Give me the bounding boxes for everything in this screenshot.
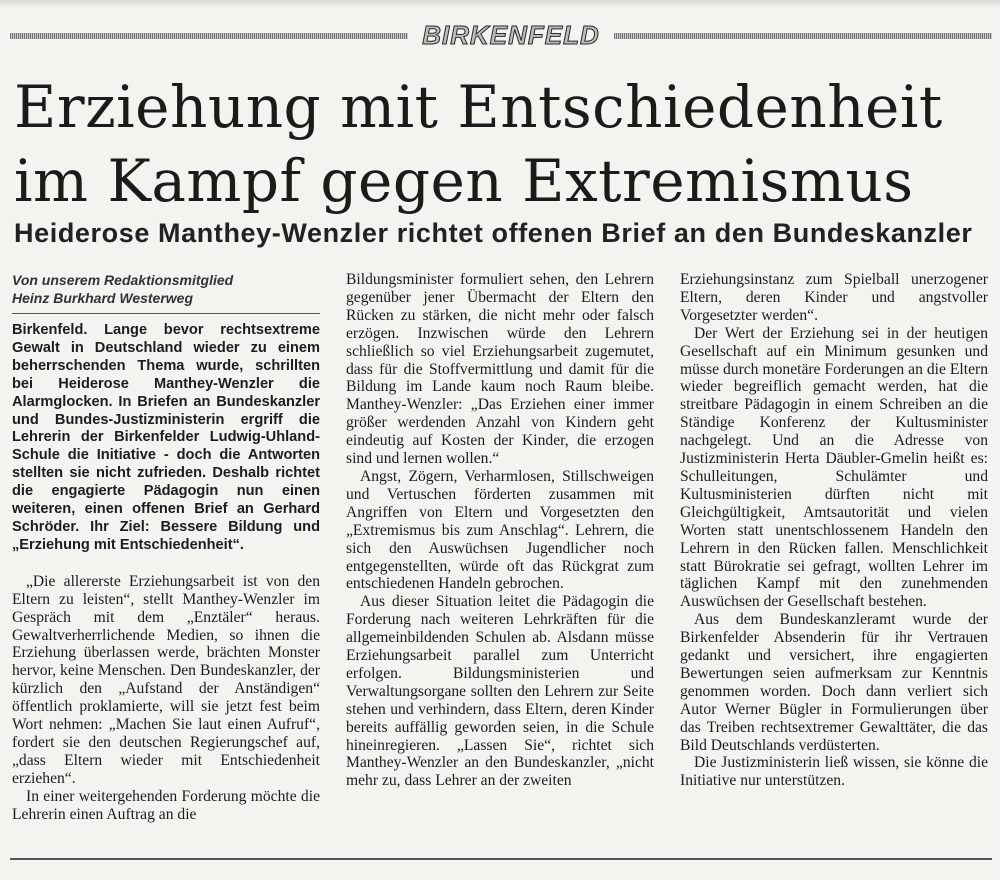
section-label: BIRKENFELD [408, 20, 614, 50]
body-paragraph: Die Justizministerin ließ wissen, sie könne die Initiative nur unterstützen. [680, 754, 988, 790]
body-paragraph: Angst, Zögern, Verharmlosen, Stillschweigen und Vertuschen förderten zusammen mit Angriffen von Eltern und Vorgesetzten den „Extremismus bis zum Anschlag“. Lehrern, die sich den Auswüchsen Jugendlicher noch entgegenstellten, würde oft das Rückgrat zum entschiedenen Handeln gebrochen. [346, 467, 654, 593]
body-paragraph: Der Wert der Erziehung sei in der heutigen Gesellschaft auf ein Minimum gesunken und müsse durch monetäre Forderungen an die Eltern wieder begreiflich gemacht werden, hat die streitbare Pädagogin in einem Schreiben an die Ständige Konferenz der Kultusminister nachgelegt. Und an die Adresse von Justizministerin Herta Däubler-Gmelin heißt es: Schulleitungen, Schulämter und Kultusministerien dürften nicht mit Gleichgültigkeit, Amtsautorität und vielen Worten statt unentschlossenem Handeln den Lehrern in den Rücken fallen. Menschlichkeit statt Bürokratie sei gefragt, wollten Lehrer im täglichen Kampf mit den zunehmenden Auswüchsen der Gesellschaft bestehen. [680, 324, 988, 611]
byline-line-1: Von unserem Redaktionsmitglied [12, 272, 234, 288]
body-paragraph: Bildungsminister formuliert sehen, den Lehrern gegenüber jener Übermacht der Eltern den Rücken zu stärken, die nicht mehr oder falsch erzögen. Inzwischen würde den Lehrern schließlich so viel Erziehungsarbeit zugemutet, dass für die Stoffvermittlung und damit für die Bildung im Lande kaum noch Raum bleibe. Manthey-Wenzler: „Das Erziehen einer immer größer werdenden Anzahl von Kindern geht eindeutig auf Kosten der Kinder, die erzogen sind und lernen wollen.“ [346, 271, 654, 468]
article-column-2 [346, 271, 654, 790]
byline [12, 271, 320, 314]
body-paragraph: Aus dem Bundeskanzleramt wurde der Birkenfelder Absenderin für ihr Vertrauen gedankt und versichert, ihre engagierten Bewertungen seien aufmerksam zur Kenntnis genommen worden. Doch dann verliert sich Autor Werner Bügler in Formulierungen über das Treiben rechtsextremer Gewalttäter, die das Bild Deutschlands verdüsterten. [680, 611, 988, 754]
body-paragraph: In einer weitergehenden Forderung möchte die Lehrerin einen Auftrag an die [12, 787, 320, 823]
scan-edge [0, 0, 1000, 8]
body-paragraph: Aus dieser Situation leitet die Pädagogin die Forderung nach weiteren Lehrkräften für die allgemeinbildenden Schulen ab. Alsdann müsse Erziehungsarbeit parallel zum Unterricht erfolgen. Bildungsministerien und Verwaltungsorgane sollten den Lehrern zur Seite stehen und verhindern, dass Eltern, deren Kinder bereits auffällig geworden seien, in die Schule hineinregieren. „Lassen Sie“, richtet sich Manthey-Wenzler an den Bundeskanzler, „nicht mehr zu, dass Lehrer an der zweiten [346, 593, 654, 790]
subheadline: Heiderose Manthey-Wenzler richtet offenen Brief an den Bundeskanzler [14, 218, 973, 248]
lead-paragraph: Birkenfeld. Lange bevor rechtsextreme Gewalt in Deutschland wieder zu einem beherrschenden Thema wurde, schrillten bei Heiderose Manthey-Wenzler die Alarmglocken. In Briefen an Bundeskanzler und Bundes-Justizministerin ergriff die Lehrerin der Birkenfelder Ludwig-Uhland-Schule die Initiative - doch die Antworten stellten sie nicht zufrieden. Deshalb richtet die engagierte Pädagogin nun einen weiteren, einen offenen Brief an Gerhard Schröder. Ihr Ziel: Bessere Bildung und „Erziehung mit Entschiedenheit“. [12, 322, 320, 553]
byline-line-2: Heinz Burkhard Westerweg [12, 290, 194, 306]
headline [14, 70, 994, 218]
headline-line-2: im Kampf gegen Extremismus [14, 147, 914, 215]
article-column-1 [12, 271, 320, 823]
body-paragraph: „Die allererste Erziehungsarbeit ist von den Eltern zu leisten“, stellt Manthey-Wenzler im Gespräch mit dem „Enztäler“ heraus. Gewaltverherrlichende Medien, so ihnen die Erziehung überlassen werde, brächten Monster hervor, keine Menschen. Den Bundeskanzler, der kürzlich den „Aufstand der Anständigen“ öffentlich proklamierte, will sie jetzt fest beim Wort nehmen: „Machen Sie laut einen Aufruf“, fordert sie den deutschen Regierungschef auf, „dass Eltern wieder mit Entschiedenheit erziehen“. [12, 572, 320, 787]
headline-line-1: Erziehung mit Entschiedenheit [14, 73, 943, 141]
bottom-rule [10, 858, 992, 860]
section-header [10, 20, 992, 50]
body-paragraph: Erziehungsinstanz zum Spielball unerzogener Eltern, deren Kinder und angstvoller Vorgesetzter werden“. [680, 271, 988, 324]
article-column-3 [680, 271, 988, 790]
